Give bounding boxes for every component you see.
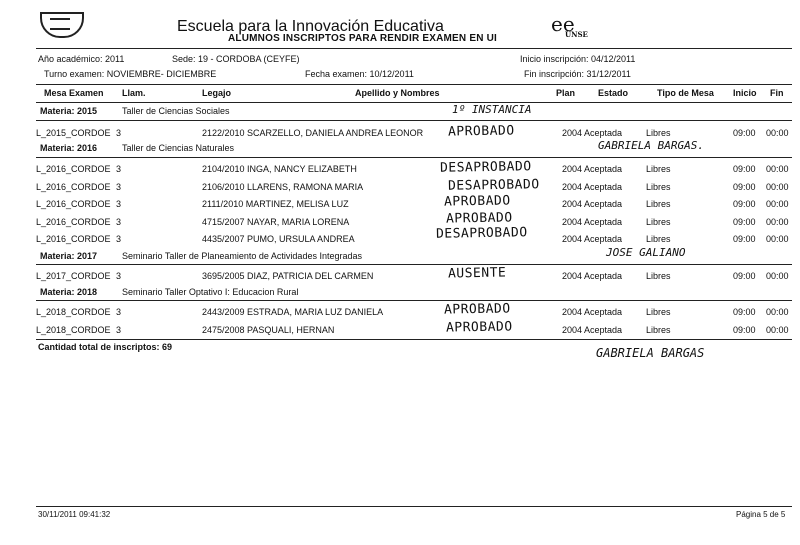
- handwritten-signature: GABRIELA BARGAS.: [598, 139, 704, 152]
- mesa-examen: L_2018_CORDOE: [36, 325, 111, 335]
- mesa-examen: L_2016_CORDOE: [36, 217, 111, 227]
- hora-inicio: 09:00: [733, 182, 756, 192]
- materia-rule: [36, 300, 792, 301]
- handwritten-signature: JOSE GALIANO: [606, 246, 686, 259]
- hora-inicio: 09:00: [733, 199, 756, 209]
- legajo-nombre: 2106/2010 LLARENS, RAMONA MARIA: [202, 182, 364, 192]
- legajo-nombre: 4715/2007 NAYAR, MARIA LORENA: [202, 217, 350, 227]
- ee-logo: [551, 12, 588, 39]
- handwritten-result: DESAPROBADO: [439, 159, 532, 176]
- fin-inscripcion: Fin inscripción: 31/12/2011: [524, 69, 631, 79]
- mesa-examen: L_2017_CORDOE: [36, 271, 111, 281]
- handwritten-result: DESAPROBADO: [435, 225, 528, 242]
- handwritten-result: APROBADO: [445, 210, 513, 227]
- materia-rule: [36, 264, 792, 265]
- tipo-mesa: Libres: [646, 234, 671, 244]
- plan-estado: 2004 Aceptada: [562, 325, 623, 335]
- mesa-examen: L_2016_CORDOE: [36, 164, 111, 174]
- tipo-mesa: Libres: [646, 128, 671, 138]
- tipo-mesa: Libres: [646, 271, 671, 281]
- sede: Sede: 19 - CORDOBA (CEYFE): [172, 54, 300, 64]
- mesa-examen: L_2016_CORDOE: [36, 182, 111, 192]
- ee-logo-sub: UNSE: [565, 30, 588, 39]
- materia-rule: [36, 120, 792, 121]
- plan-estado: 2004 Aceptada: [562, 307, 623, 317]
- legajo-nombre: 2475/2008 PASQUALI, HERNAN: [202, 325, 335, 335]
- col-inicio: Inicio: [733, 88, 757, 98]
- hora-fin: 00:00: [766, 182, 789, 192]
- materia-name: Seminario Taller de Planeamiento de Actividades Integradas: [122, 251, 362, 261]
- handwritten-result: APROBADO: [443, 193, 511, 210]
- tipo-mesa: Libres: [646, 182, 671, 192]
- total-inscriptos: Cantidad total de inscriptos: 69: [38, 342, 173, 352]
- tipo-mesa: Libres: [646, 164, 671, 174]
- col-legajo: Legajo: [202, 88, 232, 98]
- hora-fin: 00:00: [766, 271, 789, 281]
- tipo-mesa: Libres: [646, 217, 671, 227]
- col-llamado: Llam.: [122, 88, 146, 98]
- legajo-nombre: 2122/2010 SCARZELLO, DANIELA ANDREA LEONOR: [202, 128, 424, 138]
- hora-fin: 00:00: [766, 217, 789, 227]
- bottom-signature: GABRIELA BARGAS: [596, 346, 705, 360]
- col-tipo-mesa: Tipo de Mesa: [657, 88, 714, 98]
- print-timestamp: 30/11/2011 09:41:32: [38, 510, 111, 519]
- legajo-nombre: 2104/2010 INGA, NANCY ELIZABETH: [202, 164, 357, 174]
- llamado: 3: [116, 164, 122, 174]
- hora-inicio: 09:00: [733, 234, 756, 244]
- turno-examen: Turno examen: NOVIEMBRE- DICIEMBRE: [44, 69, 217, 79]
- plan-estado: 2004 Aceptada: [562, 217, 623, 227]
- handwritten-result: DESAPROBADO: [447, 177, 540, 194]
- ee-logo-text: ee: [551, 12, 575, 36]
- handwritten-result: APROBADO: [445, 319, 513, 336]
- col-fin: Fin: [770, 88, 784, 98]
- llamado: 3: [116, 307, 122, 317]
- handwritten-note: 1º INSTANCIA: [452, 103, 532, 116]
- legajo-nombre: 4435/2007 PUMO, URSULA ANDREA: [202, 234, 355, 244]
- inicio-inscripcion: Inicio inscripción: 04/12/2011: [520, 54, 636, 64]
- legajo-nombre: 3695/2005 DIAZ, PATRICIA DEL CARMEN: [202, 271, 374, 281]
- footer-rule: [36, 506, 792, 507]
- plan-estado: 2004 Aceptada: [562, 234, 623, 244]
- llamado: 3: [116, 128, 122, 138]
- llamado: 3: [116, 199, 122, 209]
- tipo-mesa: Libres: [646, 199, 671, 209]
- materia-name: Taller de Ciencias Sociales: [122, 106, 230, 116]
- hora-fin: 00:00: [766, 164, 789, 174]
- materia-rule: [36, 157, 792, 158]
- llamado: 3: [116, 182, 122, 192]
- columns-bottom-rule: [36, 102, 792, 103]
- hora-fin: 00:00: [766, 128, 789, 138]
- mesa-examen: L_2015_CORDOE: [36, 128, 111, 138]
- anio-academico: Año académico: 2011: [38, 54, 125, 64]
- mesa-examen: L_2016_CORDOE: [36, 234, 111, 244]
- llamado: 3: [116, 234, 122, 244]
- materia-code: Materia: 2017: [40, 251, 98, 261]
- hora-inicio: 09:00: [733, 325, 756, 335]
- hora-inicio: 09:00: [733, 128, 756, 138]
- materia-code: Materia: 2015: [40, 106, 98, 116]
- page-title: Escuela para la Innovación Educativa: [177, 18, 444, 35]
- hora-fin: 00:00: [766, 199, 789, 209]
- handwritten-result: AUSENTE: [447, 265, 507, 282]
- plan-estado: 2004 Aceptada: [562, 271, 623, 281]
- handwritten-result: APROBADO: [447, 123, 515, 140]
- hora-fin: 00:00: [766, 234, 789, 244]
- header-rule: [36, 48, 792, 49]
- materia-code: Materia: 2018: [40, 287, 98, 297]
- columns-top-rule: [36, 84, 792, 85]
- materia-name: Seminario Taller Optativo I: Educacion Rural: [122, 287, 299, 297]
- col-estado: Estado: [598, 88, 629, 98]
- legajo-nombre: 2111/2010 MARTINEZ, MELISA LUZ: [202, 199, 349, 209]
- plan-estado: 2004 Aceptada: [562, 128, 623, 138]
- col-plan: Plan: [556, 88, 576, 98]
- tipo-mesa: Libres: [646, 325, 671, 335]
- hora-inicio: 09:00: [733, 164, 756, 174]
- total-rule: [36, 339, 792, 340]
- llamado: 3: [116, 325, 122, 335]
- tipo-mesa: Libres: [646, 307, 671, 317]
- hora-inicio: 09:00: [733, 271, 756, 281]
- materia-name: Taller de Ciencias Naturales: [122, 143, 235, 153]
- fecha-examen: Fecha examen: 10/12/2011: [305, 69, 414, 79]
- plan-estado: 2004 Aceptada: [562, 199, 623, 209]
- mesa-examen: L_2018_CORDOE: [36, 307, 111, 317]
- page-subtitle: ALUMNOS INSCRIPTOS PARA RENDIR EXAMEN EN UI: [228, 33, 497, 44]
- handwritten-result: APROBADO: [443, 301, 511, 318]
- hora-inicio: 09:00: [733, 307, 756, 317]
- legajo-nombre: 2443/2009 ESTRADA, MARIA LUZ DANIELA: [202, 307, 384, 317]
- llamado: 3: [116, 217, 122, 227]
- page-number: Página 5 de 5: [736, 510, 786, 519]
- col-mesa-examen: Mesa Examen: [44, 88, 104, 98]
- mesa-examen: L_2016_CORDOE: [36, 199, 111, 209]
- hora-inicio: 09:00: [733, 217, 756, 227]
- hora-fin: 00:00: [766, 307, 789, 317]
- col-apellido-nombres: Apellido y Nombres: [355, 88, 440, 98]
- hora-fin: 00:00: [766, 325, 789, 335]
- school-logo: [40, 12, 84, 38]
- llamado: 3: [116, 271, 122, 281]
- materia-code: Materia: 2016: [40, 143, 98, 153]
- plan-estado: 2004 Aceptada: [562, 182, 623, 192]
- plan-estado: 2004 Aceptada: [562, 164, 623, 174]
